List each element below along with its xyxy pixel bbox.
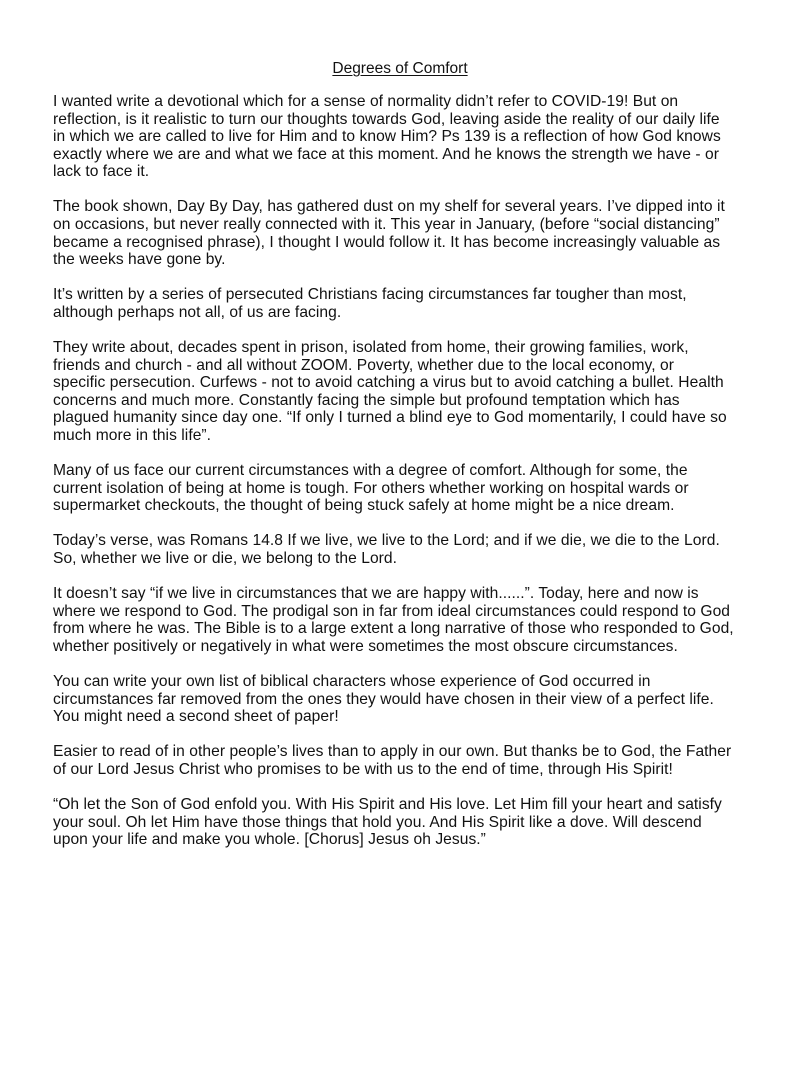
text-line: reflection, is it realistic to turn our thoughts towards God, leaving aside the reality of our daily life	[53, 110, 720, 128]
document-title: Degrees of Comfort	[332, 60, 468, 77]
paragraph	[53, 796, 773, 849]
text-line: Many of us face our current circumstances with a degree of comfort. Although for some, the	[53, 462, 688, 480]
text-line: from where he was. The Bible is to a large extent a long narrative of those who responded to God,	[53, 620, 734, 638]
text-line: You can write your own list of biblical characters whose experience of God occurred in	[53, 672, 651, 690]
text-line: exactly where we are and what we face at this moment. And he knows the strength we have - or	[53, 145, 719, 163]
document-body	[53, 93, 773, 866]
text-line: It’s written by a series of persecuted Christians facing circumstances far tougher than most,	[53, 286, 687, 304]
text-line: circumstances far removed from the ones they would have chosen in their view of a perfect life.	[53, 690, 714, 708]
text-line: The book shown, Day By Day, has gathered dust on my shelf for several years. I’ve dipped into it	[53, 198, 725, 216]
paragraph	[53, 93, 773, 181]
paragraph	[53, 462, 773, 515]
paragraph	[53, 532, 773, 567]
text-line: of our Lord Jesus Christ who promises to be with us to the end of time, through His Spirit!	[53, 760, 673, 778]
text-line: plagued humanity since day one. “If only I turned a blind eye to God momentarily, I could have so	[53, 409, 727, 427]
text-line: the weeks have gone by.	[53, 251, 226, 269]
text-line: So, whether we live or die, we belong to the Lord.	[53, 549, 398, 567]
text-line: current isolation of being at home is tough. For others whether working on hospital wards or	[53, 479, 689, 497]
text-line: your soul. Oh let Him have those things that hold you. And His Spirit like a dove. Will descend	[53, 813, 702, 831]
text-line: although perhaps not all, of us are facing.	[53, 303, 342, 321]
paragraph	[53, 743, 773, 778]
text-line: upon your life and make you whole. [Chorus] Jesus oh Jesus.”	[53, 831, 486, 849]
text-line: whether positively or negatively in what were sometimes the most obscure circumstances.	[53, 637, 678, 655]
text-line: “Oh let the Son of God enfold you. With His Spirit and His love. Let Him fill your heart and satisfy	[53, 795, 722, 813]
paragraph	[53, 585, 773, 655]
text-line: much more in this life”.	[53, 427, 212, 444]
text-line: on occasions, but never really connected with it. This year in January, (before “social distancing”	[53, 216, 720, 234]
text-line: Easier to read of in other people’s lives than to apply in our own. But thanks be to God, the Father	[53, 743, 732, 761]
text-line: became a recognised phrase), I thought I would follow it. It has become increasingly valuable as	[53, 233, 721, 251]
text-line: It doesn’t say “if we live in circumstances that we are happy with......”. Today, here and now is	[53, 585, 699, 603]
text-line: supermarket checkouts, the thought of being stuck safely at home might be a nice dream.	[53, 497, 675, 515]
paragraph	[53, 198, 773, 268]
text-line: friends and church - and all without ZOOM. Poverty, whether due to the local economy, or	[53, 356, 674, 374]
text-line: I wanted write a devotional which for a sense of normality didn’t refer to COVID-19! But on	[53, 93, 679, 110]
paragraph	[53, 673, 773, 726]
text-line: where we respond to God. The prodigal son in far from ideal circumstances could respond to God	[53, 602, 731, 620]
text-line: Today’s verse, was Romans 14.8 If we live, we live to the Lord; and if we die, we die to the Lord.	[53, 532, 720, 550]
text-line: lack to face it.	[53, 163, 150, 181]
text-line: concerns and much more. Constantly facing the simple but profound temptation which has	[53, 391, 680, 409]
text-line: specific persecution. Curfews - not to avoid catching a virus but to avoid catching a bullet. Health	[53, 374, 724, 392]
text-line: You might need a second sheet of paper!	[53, 708, 339, 726]
text-line: in which we are called to live for Him and to know Him? Ps 139 is a reflection of how God knows	[53, 128, 721, 146]
paragraph	[53, 339, 773, 445]
text-line: They write about, decades spent in prison, isolated from home, their growing families, work,	[53, 339, 689, 357]
paragraph	[53, 286, 773, 321]
